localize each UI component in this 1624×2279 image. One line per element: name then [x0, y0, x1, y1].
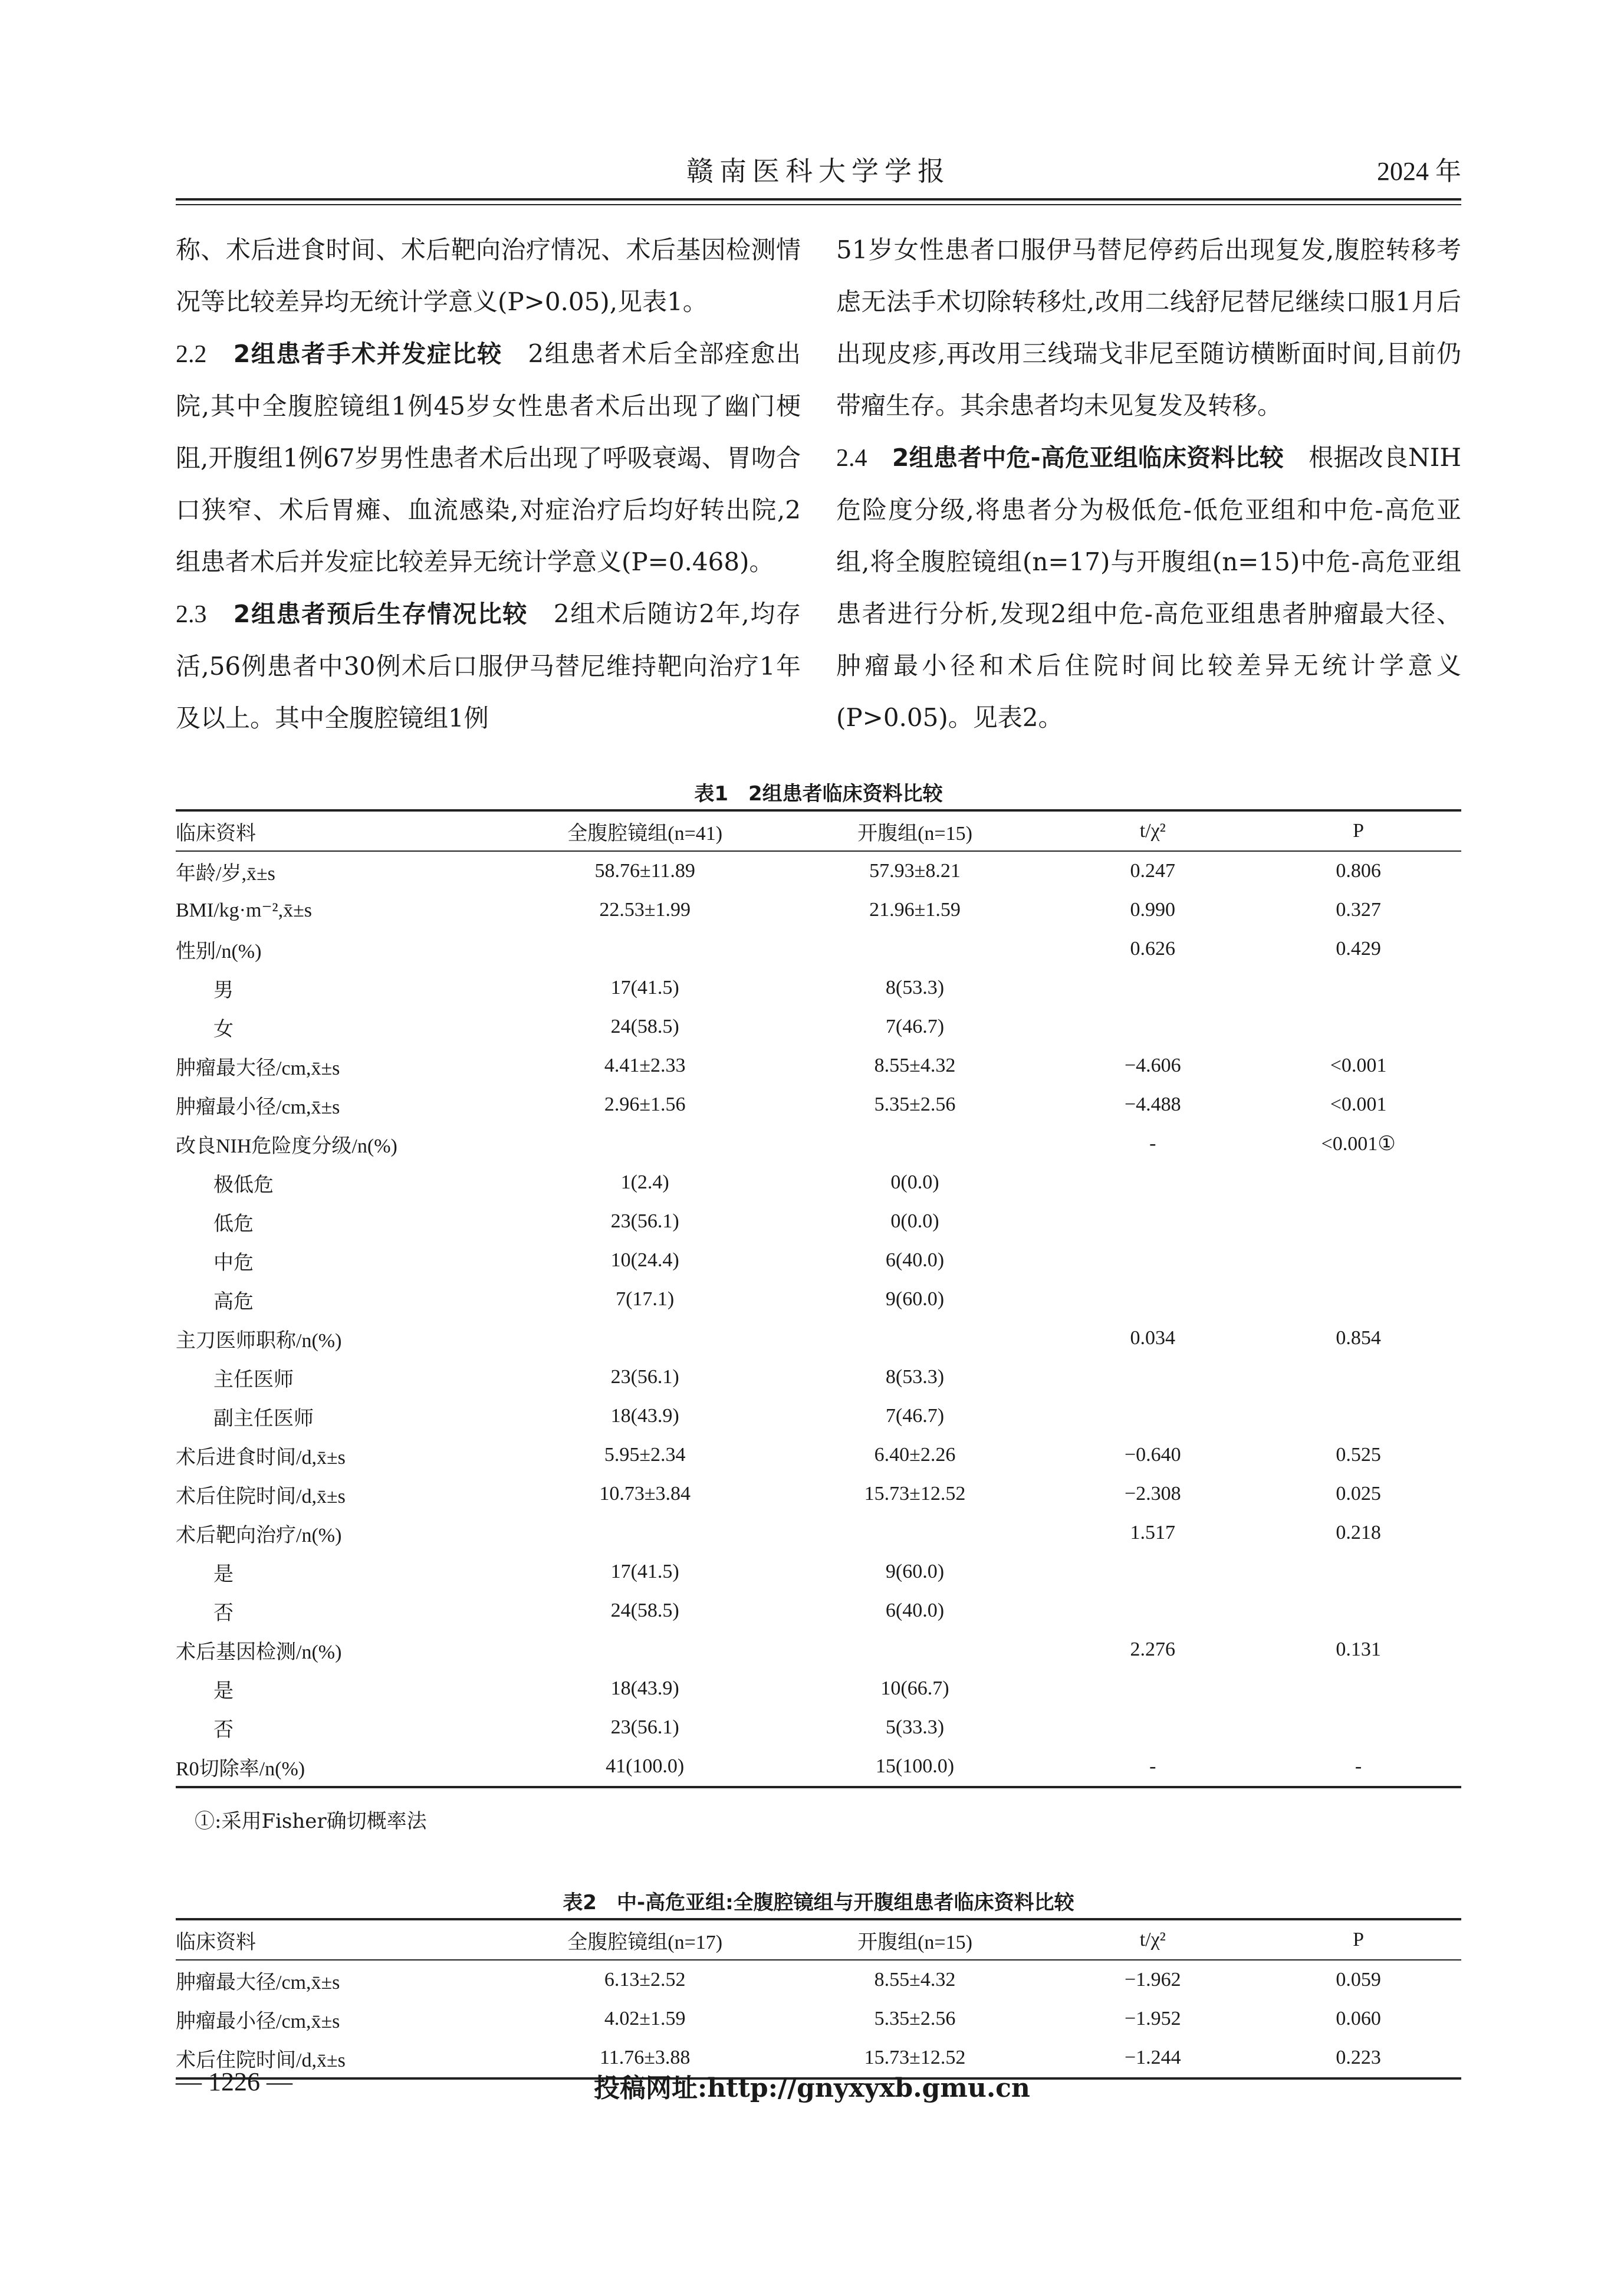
table-cell: [1255, 1708, 1461, 1747]
table-cell: [780, 1124, 1050, 1163]
table-cell: −1.244: [1050, 2038, 1255, 2078]
table-cell: [1050, 1241, 1255, 1280]
table-cell: 41(100.0): [510, 1747, 780, 1787]
table-cell: 18(43.9): [610, 1405, 679, 1427]
table-cell: 8.55±4.32: [874, 1969, 956, 1991]
column-header: 全腹腔镜组(n=41): [510, 810, 780, 851]
table-cell: 15(100.0): [780, 1747, 1050, 1787]
table-cell: [510, 1124, 780, 1163]
column-header: t/χ²: [1050, 810, 1255, 851]
table-cell: [1255, 1397, 1461, 1436]
left-column: [176, 224, 801, 744]
table-cell: [780, 1513, 1050, 1552]
table-cell: [1255, 1669, 1461, 1708]
issue-year: 2024 年: [1377, 157, 1461, 186]
section-title: 2组患者中危-高危亚组临床资料比较: [892, 444, 1284, 472]
table-cell: R0切除率/n(%): [176, 1747, 510, 1787]
header-rule-thin: [176, 204, 1461, 205]
table-row: [176, 1007, 1461, 1046]
table2-caption: 表2 中-高危亚组:全腹腔镜组与开腹组患者临床资料比较: [563, 1891, 1074, 1915]
table-row: [176, 1319, 1461, 1358]
column-header: P: [1255, 810, 1461, 851]
section-title: 2组患者手术并发症比较: [233, 340, 502, 368]
table-cell: 0.223: [1255, 2038, 1461, 2078]
table-cell: 术后住院时间/d,x̄±s: [176, 1485, 346, 1508]
table-cell: 0(0.0): [890, 1210, 939, 1232]
table-row: [176, 1669, 1461, 1708]
table-cell: [1050, 1552, 1255, 1591]
table-cell: -: [1050, 1747, 1255, 1787]
table-cell: 中危: [213, 1252, 254, 1274]
table-cell: 男: [213, 979, 234, 1001]
table-row: [176, 1241, 1461, 1280]
table-cell: 0.327: [1336, 899, 1381, 921]
table-cell: 肿瘤最小径/cm,x̄±s: [176, 1096, 340, 1118]
table-cell: 22.53±1.99: [599, 899, 691, 921]
table-cell: 改良NIH危险度分级/n(%): [176, 1135, 397, 1157]
column-header: 临床资料: [176, 1919, 510, 1960]
table-cell: 17(41.5): [610, 1561, 679, 1582]
table-cell: 21.96±1.59: [869, 899, 961, 921]
table-cell: 0.025: [1336, 1483, 1381, 1505]
section-body: 2组患者术后全部痊愈出院,其中全腹腔镜组1例45岁女性患者术后出现了幽门梗阻,开腹组1例67岁男性患者术后出现了呼吸衰竭、胃吻合口狭窄、术后胃瘫、血流感染,对症治疗后均好转出院,2组患者术后并发症比较差异无统计学意义(P=0.468)。: [176, 339, 801, 576]
table-cell: 6.40±2.26: [874, 1444, 956, 1466]
table1-caption: 表1 2组患者临床资料比较: [694, 782, 943, 806]
section-body: 根据改良NIH危险度分级,将患者分为极低危-低危亚组和中危-高危亚组,将全腹腔镜组(n=17)与开腹组(n=15)中危-高危亚组患者进行分析,发现2组中危-高危亚组患者肿瘤最大径、肿瘤最小径和术后住院时间比较差异无统计学意义(P>0.05)。见表2。: [836, 443, 1461, 732]
table-cell: -: [1149, 1132, 1156, 1154]
table-cell: 58.76±11.89: [594, 860, 695, 882]
table-cell: [1255, 1241, 1461, 1280]
table-cell: 高危: [213, 1290, 254, 1313]
table-cell: <0.001: [1330, 1093, 1387, 1115]
table-cell: 主任医师: [213, 1368, 294, 1391]
table-row: [176, 1397, 1461, 1436]
table-cell: 0.060: [1336, 2008, 1381, 2030]
paragraph: 称、术后进食时间、术后靶向治疗情况、术后基因检测情况等比较差异均无统计学意义(P>0.05),见表1。: [176, 235, 801, 316]
table-cell: -: [1255, 1747, 1461, 1787]
table-cell: [510, 1630, 780, 1669]
section-2-4: [836, 432, 1461, 744]
table-cell: 性别/n(%): [176, 940, 262, 963]
table-row: [176, 968, 1461, 1007]
section-number: 2.3: [176, 601, 207, 628]
table-cell: [1050, 1007, 1255, 1046]
table-row: [176, 851, 1461, 891]
column-header: 全腹腔镜组(n=17): [510, 1919, 780, 1960]
table-cell: BMI/kg·m⁻²,x̄±s: [176, 899, 312, 921]
table-row: [176, 1999, 1461, 2038]
table-cell: 女: [213, 1018, 234, 1040]
table-cell: [1050, 1591, 1255, 1630]
table-cell: [1255, 1163, 1461, 1202]
table-row: [176, 1513, 1461, 1552]
table-cell: 否: [213, 1602, 234, 1624]
table-cell: 低危: [213, 1213, 254, 1235]
table-row: [176, 1046, 1461, 1085]
table-cell: [1050, 1202, 1255, 1241]
table-cell: 0.806: [1336, 860, 1381, 882]
table-cell: 4.41±2.33: [604, 1055, 686, 1076]
table-cell: 0.854: [1336, 1327, 1381, 1349]
table1: [176, 809, 1461, 1788]
table-row: [176, 1163, 1461, 1202]
table-cell: 7(46.7): [885, 1016, 945, 1037]
table-cell: 5(33.3): [885, 1716, 945, 1738]
table-cell: [1255, 1552, 1461, 1591]
paragraph: 51岁女性患者口服伊马替尼停药后出现复发,腹腔转移考虑无法手术切除转移灶,改用二线舒尼替尼继续口服1月后出现皮疹,再改用三线瑞戈非尼至随访横断面时间,目前仍带瘤生存。其余患者均未见复发及转移。: [836, 235, 1461, 420]
table-cell: 18(43.9): [610, 1677, 679, 1699]
table-cell: 极低危: [213, 1174, 274, 1196]
table-cell: 否: [213, 1719, 234, 1741]
table-cell: −4.606: [1124, 1055, 1181, 1076]
table-cell: 17(41.5): [610, 977, 679, 999]
journal-title: 赣南医科大学学报: [686, 155, 951, 187]
section-body: 2组术后随访2年,均存活,56例患者中30例术后口服伊马替尼维持靶向治疗1年及以上。其中全腹腔镜组1例: [176, 599, 801, 733]
table-cell: [1050, 1708, 1255, 1747]
table-cell: −4.488: [1124, 1093, 1181, 1115]
table-row: [176, 1280, 1461, 1319]
table-cell: [1050, 968, 1255, 1007]
table-cell: [780, 1319, 1050, 1358]
table-row: [176, 1475, 1461, 1513]
table-row: [176, 891, 1461, 930]
column-header: 开腹组(n=15): [780, 1919, 1050, 1960]
table-cell: 术后进食时间/d,x̄±s: [176, 1446, 346, 1469]
table1-footnote: ①:采用Fisher确切概率法: [195, 1810, 427, 1833]
table-cell: [1255, 1202, 1461, 1241]
table-cell: 10(24.4): [610, 1249, 679, 1271]
section-2-2: [176, 328, 801, 588]
table-cell: [1050, 1358, 1255, 1397]
table-cell: 7(17.1): [616, 1288, 675, 1310]
table-row: [176, 1960, 1461, 1999]
section-title: 2组患者预后生存情况比较: [233, 600, 528, 628]
table-cell: −0.640: [1124, 1444, 1181, 1466]
table-cell: 0.218: [1336, 1522, 1381, 1544]
table-cell: [510, 1513, 780, 1552]
table-cell: 1.517: [1130, 1522, 1176, 1544]
header-rule: [176, 198, 1461, 201]
table-cell: 5.95±2.34: [604, 1444, 686, 1466]
table-cell: <0.001: [1330, 1055, 1387, 1076]
table-cell: 9(60.0): [885, 1561, 945, 1582]
table-row: [176, 1202, 1461, 1241]
table-cell: 6(40.0): [885, 1249, 945, 1271]
table-row: [176, 1552, 1461, 1591]
table-cell: 0(0.0): [890, 1171, 939, 1193]
table-cell: 5.35±2.56: [874, 1093, 956, 1115]
table-cell: 11.76±3.88: [510, 2038, 780, 2078]
column-header: 开腹组(n=15): [780, 810, 1050, 851]
table-cell: 主刀医师职称/n(%): [176, 1329, 342, 1352]
table-cell: 年龄/岁,x̄±s: [176, 862, 275, 885]
table-cell: 23(56.1): [610, 1716, 679, 1738]
table-cell: −1.962: [1124, 1969, 1181, 1991]
table-cell: 1(2.4): [620, 1171, 669, 1193]
table-row: [176, 1085, 1461, 1124]
table-cell: [1255, 1007, 1461, 1046]
table-cell: [1255, 1358, 1461, 1397]
table-cell: 肿瘤最小径/cm,x̄±s: [176, 2010, 340, 2032]
table-cell: 15.73±12.52: [780, 2038, 1050, 2078]
table-cell: [1050, 1669, 1255, 1708]
table-cell: <0.001①: [1321, 1133, 1396, 1155]
right-column: [836, 224, 1461, 744]
table-cell: 6(40.0): [885, 1600, 945, 1621]
table-cell: [1255, 1280, 1461, 1319]
column-header: P: [1255, 1919, 1461, 1960]
table-cell: 24(58.5): [610, 1016, 679, 1037]
table-cell: 副主任医师: [213, 1407, 314, 1430]
table-cell: [1255, 968, 1461, 1007]
table-cell: 术后住院时间/d,x̄±s: [176, 2038, 510, 2078]
table-cell: 是: [213, 1563, 234, 1585]
section-number: 2.2: [176, 341, 207, 368]
table-cell: 4.02±1.59: [604, 2008, 686, 2030]
table-cell: 2.96±1.56: [604, 1093, 686, 1115]
table-cell: −2.308: [1124, 1483, 1181, 1505]
table-cell: [510, 1319, 780, 1358]
table-cell: 57.93±8.21: [869, 860, 961, 882]
table-row: [176, 1591, 1461, 1630]
table-cell: 23(56.1): [610, 1210, 679, 1232]
table2: [176, 1918, 1461, 2080]
column-header: t/χ²: [1050, 1919, 1255, 1960]
table-cell: 0.247: [1130, 860, 1176, 882]
table-cell: 2.276: [1130, 1638, 1176, 1660]
table-cell: 0.034: [1130, 1327, 1176, 1349]
table-cell: 24(58.5): [610, 1600, 679, 1621]
table-cell: 术后靶向治疗/n(%): [176, 1524, 342, 1546]
table-row: [176, 1708, 1461, 1747]
table-cell: 0.990: [1130, 899, 1176, 921]
table-row: [176, 1436, 1461, 1475]
table-row: [176, 1747, 1461, 1787]
section-number: 2.4: [836, 445, 867, 472]
section-2-3: [176, 588, 801, 744]
table-cell: 8(53.3): [885, 1366, 945, 1388]
table-cell: 6.13±2.52: [604, 1969, 686, 1991]
table-cell: 是: [213, 1680, 234, 1702]
table-cell: [780, 1630, 1050, 1669]
table-cell: 7(46.7): [885, 1405, 945, 1427]
table-cell: 0.626: [1130, 938, 1176, 960]
table-cell: [1050, 1280, 1255, 1319]
table-cell: 15.73±12.52: [864, 1483, 966, 1505]
submission-url: 投稿网址:http://gnyxyxb.gmu.cn: [594, 2073, 1030, 2103]
table-cell: 23(56.1): [610, 1366, 679, 1388]
table-cell: 肿瘤最大径/cm,x̄±s: [176, 1971, 340, 1994]
table-cell: 肿瘤最大径/cm,x̄±s: [176, 1057, 340, 1079]
table-cell: [510, 930, 780, 968]
table-cell: [1255, 1591, 1461, 1630]
table-cell: [1050, 1163, 1255, 1202]
table-row: [176, 930, 1461, 968]
page-number: — 1226 —: [176, 2067, 292, 2096]
running-header: [176, 146, 1461, 193]
table-cell: 0.525: [1336, 1444, 1381, 1466]
table-cell: 9(60.0): [885, 1288, 945, 1310]
table-cell: 0.059: [1336, 1969, 1381, 1991]
table-cell: 5.35±2.56: [874, 2008, 956, 2030]
table-cell: 8(53.3): [885, 977, 945, 999]
table-cell: 10(66.7): [880, 1677, 949, 1699]
column-header: 临床资料: [176, 810, 510, 851]
table-cell: 0.429: [1336, 938, 1381, 960]
table-cell: [1050, 1397, 1255, 1436]
table-cell: 8.55±4.32: [874, 1055, 956, 1076]
table-cell: −1.952: [1124, 2008, 1181, 2030]
table-cell: [780, 930, 1050, 968]
table-row: [176, 1124, 1461, 1163]
table-cell: 术后基因检测/n(%): [176, 1641, 342, 1663]
table-row: [176, 1358, 1461, 1397]
table-cell: 0.131: [1336, 1638, 1381, 1660]
table-row: [176, 1630, 1461, 1669]
table-cell: 10.73±3.84: [599, 1483, 691, 1505]
